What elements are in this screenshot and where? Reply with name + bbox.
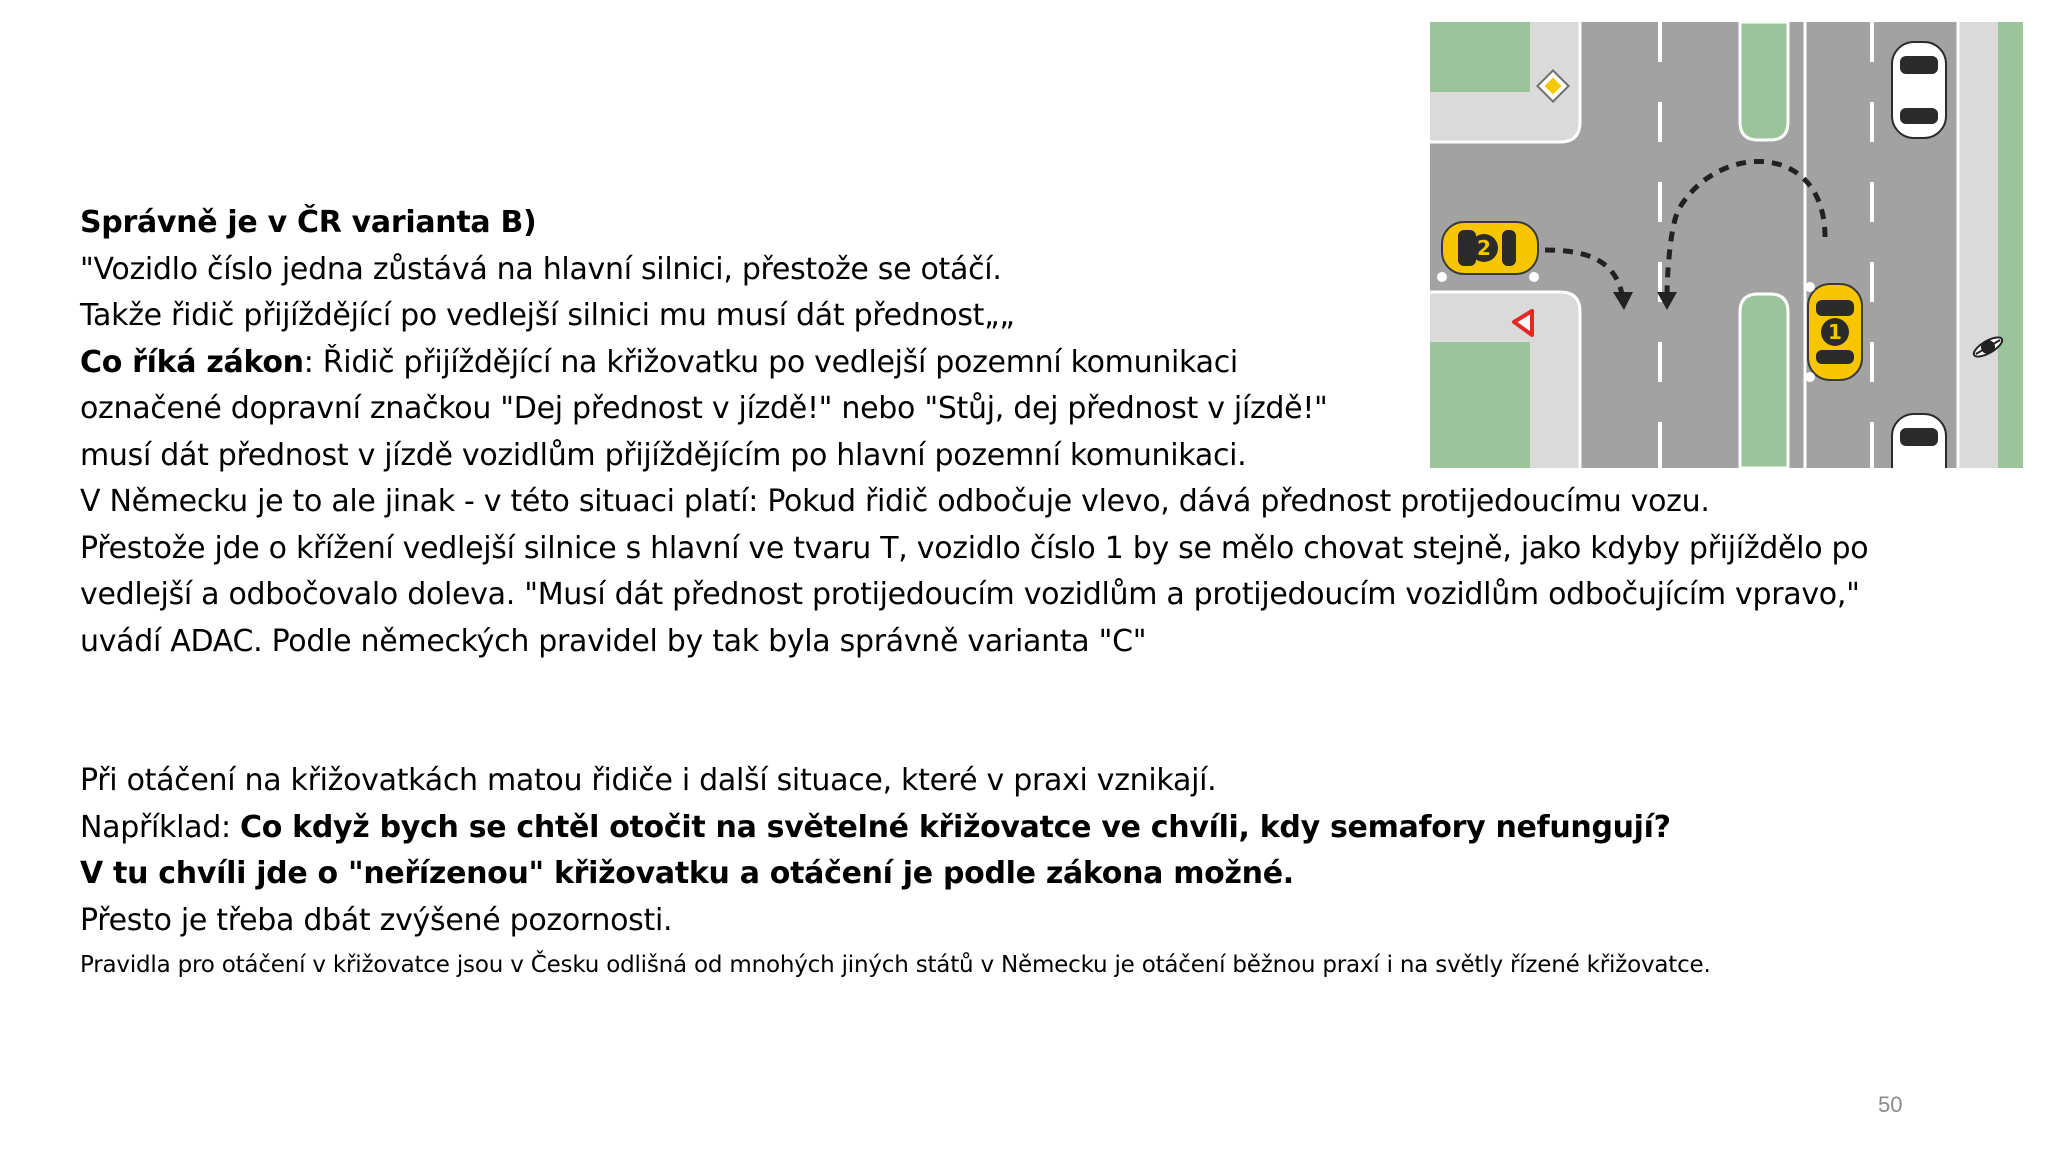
- intersection-diagram: [1430, 22, 2023, 468]
- sidewalk: [1958, 22, 1998, 468]
- car-1-label: 1: [1828, 320, 1842, 344]
- law-text: : Řidič přijíždějící na křižovatku po vedlejší pozemní komunikaci: [303, 344, 1238, 380]
- white-car: [1892, 414, 1946, 468]
- page-number: 50: [1878, 1092, 1903, 1117]
- example-question: Co když bych se chtěl otočit na světelné křižovatce ve chvíli, kdy semafory nefungují?: [240, 809, 1671, 845]
- median-island: [1740, 22, 1788, 140]
- grass-area: [1430, 342, 1530, 468]
- text-line: Přesto je třeba dbát zvýšené pozornosti.: [80, 902, 673, 938]
- text-line: [80, 805, 2040, 852]
- text-line: Přestože jde o křížení vedlejší silnice s hlavní ve tvaru T, vozidlo číslo 1 by se mělo chovat stejně, jako kdyby přijíždělo po: [80, 530, 1869, 566]
- text-line: Při otáčení na křižovatkách matou řidiče i další situace, které v praxi vznikají.: [80, 763, 1217, 798]
- paragraph-gap: [80, 665, 2040, 758]
- car-2: [1442, 222, 1538, 274]
- car-2-label: 2: [1477, 236, 1491, 260]
- text-line: V tu chvíli jde o "neřízenou" křižovatku a otáčení je podle zákona možné.: [80, 856, 1294, 891]
- text-line: Takže řidič přijíždějící po vedlejší silnici mu musí dát přednost„„: [80, 298, 1015, 333]
- median-island: [1740, 294, 1788, 468]
- text-line: V Německu je to ale jinak - v této situaci platí: Pokud řidič odbočuje vlevo, dává přednost protijedoucímu vozu.: [80, 484, 1710, 519]
- text-line: Správně je v ČR varianta B): [80, 205, 537, 240]
- white-car: [1892, 42, 1946, 138]
- footnote-line: Pravidla pro otáčení v křižovatce jsou v Česku odlišná od mnohých jiných států v Německu je otáčení běžnou praxí i na světly řízené křižovatce.: [80, 952, 1711, 978]
- grass-area: [1430, 22, 1530, 92]
- car-1: [1808, 284, 1862, 380]
- text-line: uvádí ADAC. Podle německých pravidel by tak byla správně varianta "C": [80, 623, 1147, 659]
- text-line: musí dát přednost v jízdě vozidlům přijíždějícím po hlavní pozemní komunikaci.: [80, 437, 1247, 473]
- example-label: Například:: [80, 809, 241, 845]
- law-heading: Co říká zákon: [80, 344, 304, 380]
- text-line: vedlejší a odbočovalo doleva. "Musí dát přednost protijedoucím vozidlům a protijedoucím vozidlům odbočujícím vpravo,": [80, 577, 1860, 612]
- text-line: "Vozidlo číslo jedna zůstává na hlavní silnici, přestože se otáčí.: [80, 251, 1002, 287]
- text-line: označené dopravní značkou "Dej přednost v jízdě!" nebo "Stůj, dej přednost v jízdě!": [80, 391, 1328, 426]
- grass-area: [1998, 22, 2023, 468]
